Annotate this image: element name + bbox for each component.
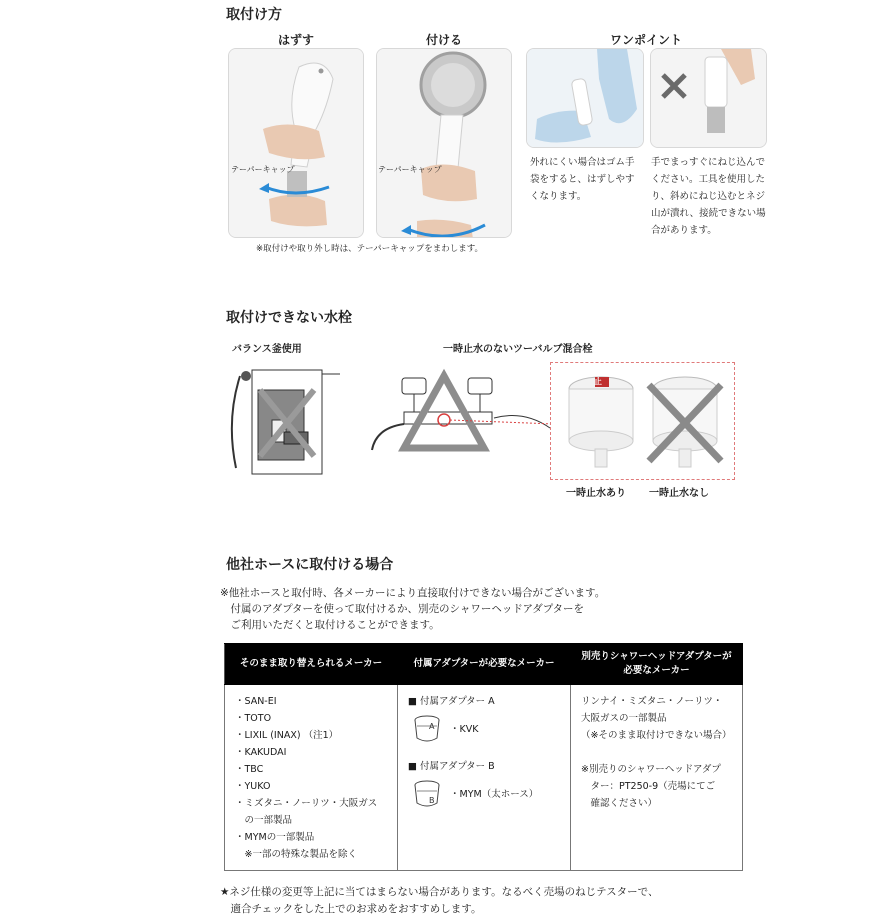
label-one-point: ワンポイント bbox=[609, 33, 682, 47]
point2-line: ください。工具を使用した bbox=[651, 174, 766, 185]
list-item: の一部製品 bbox=[235, 815, 293, 826]
installation-caption: ※取付けや取り外し時は、テーパーキャップをまわします。 bbox=[256, 244, 484, 254]
list-item: ・MYMの一部製品 bbox=[235, 832, 315, 843]
point2-text bbox=[651, 154, 775, 239]
footer-note bbox=[220, 884, 860, 918]
list-item: ・SAN-EI bbox=[235, 696, 277, 707]
point2-line: り、斜めにねじ込むとネジ bbox=[651, 191, 766, 202]
valve-compare-box bbox=[550, 362, 735, 480]
adapter-a-row bbox=[412, 714, 564, 744]
list-item bbox=[581, 744, 736, 761]
label-balance-kama: バランス釜使用 bbox=[232, 344, 302, 355]
taper-cap-label-2: テーパーキャップ bbox=[378, 165, 442, 174]
point1-line: 袋をすると、はずしやす bbox=[530, 174, 635, 185]
adapter-a-icon bbox=[412, 714, 442, 744]
cell-adapter-makers bbox=[398, 685, 571, 871]
photo-attach bbox=[376, 48, 512, 238]
footer-line: ★ネジ仕様の変更等上記に当てはまらない場合があります。なるべく売場のねじテスターで、 bbox=[220, 886, 659, 898]
photo-remove bbox=[228, 48, 364, 238]
taper-cap-label-1: テーパーキャップ bbox=[231, 165, 295, 174]
attach-illustration bbox=[377, 49, 512, 238]
adapter-a-maker: ・KVK bbox=[450, 723, 479, 735]
adapter-b-maker: ・MYM（太ホース） bbox=[450, 788, 539, 800]
photo-glove-tip bbox=[526, 48, 644, 148]
list-item: ・TOTO bbox=[235, 713, 272, 724]
intro-line: ※他社ホースと取付時、各メーカーにより直接取付けできない場合がございます。 bbox=[220, 587, 606, 599]
label-remove: はずす bbox=[277, 33, 314, 47]
list-item: 確認ください） bbox=[581, 798, 658, 809]
stop-mark-text: 止 bbox=[594, 377, 602, 386]
section-title-other-hoses: 他社ホースに取付ける場合 bbox=[226, 557, 394, 573]
glove-illustration bbox=[527, 49, 644, 148]
list-item: ※別売りのシャワーヘッドアダプ bbox=[581, 764, 721, 775]
label-without-stop: 一時止水なし bbox=[649, 488, 709, 499]
list-item: 大阪ガスの一部製品 bbox=[581, 713, 667, 724]
adapter-b-title: ■ 付属アダプター B bbox=[408, 761, 495, 772]
point2-line: 山が潰れ、接続できない場 bbox=[651, 208, 766, 219]
footer-line: 適合チェックをした上でのお求めをおすすめします。 bbox=[220, 903, 482, 915]
cell-direct-makers bbox=[225, 685, 398, 871]
label-two-valve: 一時止水のないツーバルブ混合栓 bbox=[443, 344, 593, 355]
adapter-b-icon bbox=[412, 779, 442, 809]
intro-line: 付属のアダプターを使って取付けるか、別売のシャワーヘッドアダプターを bbox=[220, 603, 585, 615]
cell-sold-adapter-makers bbox=[571, 685, 743, 871]
list-item: ・LIXIL (INAX) （注1） bbox=[235, 730, 339, 741]
point2-line: 合があります。 bbox=[651, 225, 717, 236]
list-item: （※そのまま取付けできない場合） bbox=[581, 730, 732, 741]
header-needs-sold-adapter: 別売りシャワーヘッドアダプターが 必要なメーカー bbox=[571, 644, 743, 685]
label-with-stop: 一時止水あり bbox=[566, 488, 626, 499]
point1-text bbox=[530, 154, 648, 205]
list-item: ター：PT250-9（売場にてご bbox=[581, 781, 716, 792]
point2-line: 手でまっすぐにねじ込んで bbox=[651, 157, 766, 168]
photo-straight-screw bbox=[650, 48, 767, 148]
label-attach: 付ける bbox=[425, 33, 462, 47]
list-item: ※一部の特殊な製品を除く bbox=[235, 849, 357, 860]
list-item: ・TBC bbox=[235, 764, 264, 775]
list-item: リンナイ・ミズタニ・ノーリツ・ bbox=[581, 696, 723, 707]
balance-kama-drawing bbox=[222, 360, 342, 480]
point1-line: 外れにくい場合はゴム手 bbox=[530, 157, 635, 168]
maker-table bbox=[224, 643, 743, 871]
straight-screw-illustration bbox=[651, 49, 767, 148]
intro-line: ご利用いただくと取付けることができます。 bbox=[220, 619, 440, 631]
list-item: ・KAKUDAI bbox=[235, 747, 287, 758]
two-valve-drawing bbox=[364, 368, 554, 460]
intro-text bbox=[220, 585, 840, 633]
adapter-b-row bbox=[412, 779, 564, 809]
list-item: ・YUKO bbox=[235, 781, 271, 792]
header-needs-included-adapter: 付属アダプターが必要なメーカー bbox=[398, 644, 571, 685]
adapter-a-letter: A bbox=[429, 722, 435, 731]
header-direct-replace: そのまま取り替えられるメーカー bbox=[225, 644, 398, 685]
section-title-installation: 取付け方 bbox=[226, 7, 282, 23]
point1-line: くなります。 bbox=[530, 191, 587, 202]
remove-illustration bbox=[229, 49, 364, 238]
section-title-incompatible: 取付けできない水栓 bbox=[226, 310, 352, 326]
list-item: ・ミズタニ・ノーリツ・大阪ガス bbox=[235, 798, 378, 809]
adapter-a-title: ■ 付属アダプター A bbox=[408, 696, 495, 707]
adapter-b-letter: B bbox=[429, 796, 435, 805]
